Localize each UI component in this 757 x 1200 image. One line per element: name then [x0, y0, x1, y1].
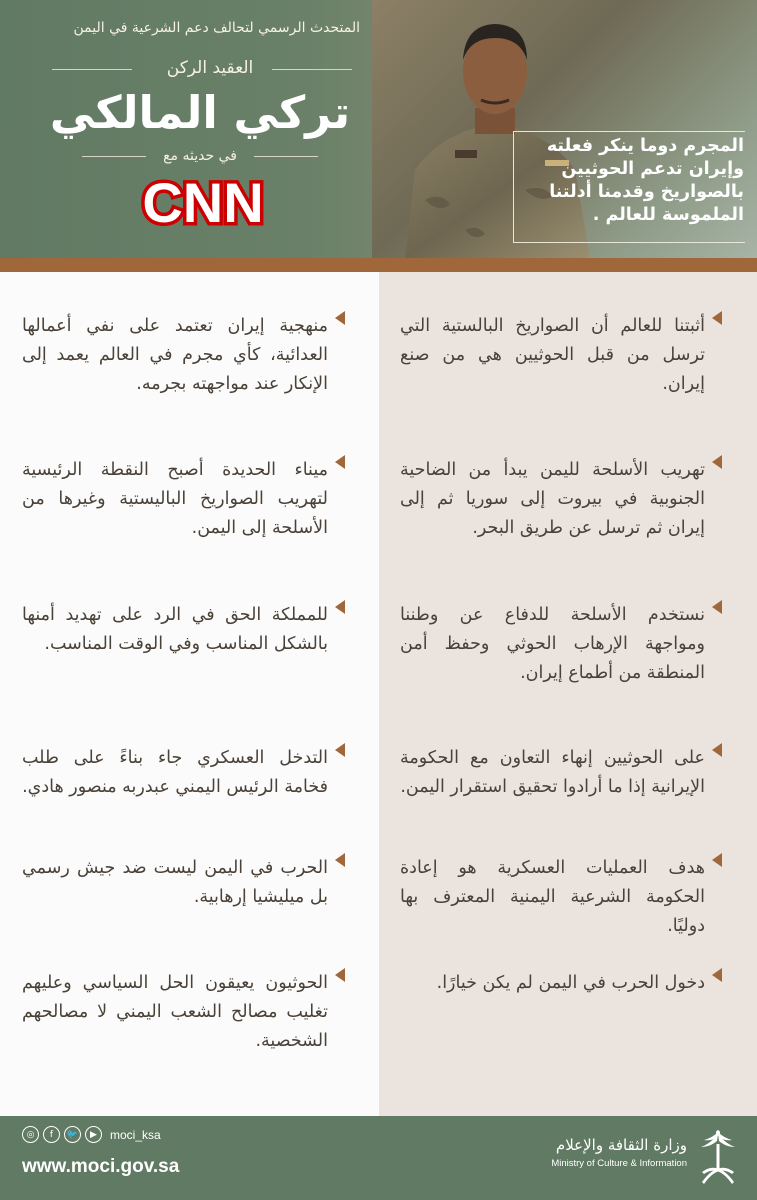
divider: [82, 156, 146, 157]
spokesperson-name: تركي المالكي: [49, 86, 351, 139]
social-links: [22, 1126, 161, 1143]
statement-item: للمملكة الحق في الرد على تهديد أمنها بالشكل المناسب وفي الوقت المناسب.: [22, 605, 328, 654]
bullet-arrow-icon: [712, 600, 722, 614]
rank-label: العقيد الركن: [166, 58, 254, 78]
statement-item: على الحوثيين إنهاء التعاون مع الحكومة الإيرانية إذا ما أرادوا تحقيق استقرار اليمن.: [400, 748, 705, 797]
cnn-logo: [135, 170, 271, 234]
statement-item: هدف العمليات العسكرية هو إعادة الحكومة الشرعية اليمنية المعترف بها دوليًا.: [400, 858, 705, 936]
footer: [0, 1116, 757, 1200]
statement-item: تهريب الأسلحة لليمن يبدأ من الضاحية الجنوبية في بيروت إلى سوريا ثم إلى إيران ثم ترسل عن طريق البحر.: [400, 460, 705, 538]
bullet-arrow-icon: [712, 455, 722, 469]
header-quote: المجرم دوما ينكر فعلته وإيران تدعم الحوثيين بالصواريخ وقدمنا أدلتنا الملموسة للعالم .: [546, 136, 744, 225]
social-handle-link[interactable]: moci_ksa: [110, 1127, 161, 1142]
bullet-arrow-icon: [335, 311, 345, 325]
website-link[interactable]: www.moci.gov.sa: [22, 1156, 180, 1177]
statement-item: الحوثيون يعيقون الحل السياسي وعليهم تغليب مصالح الشعب اليمني لا مصالحهم الشخصية.: [22, 973, 328, 1051]
header-title-block: [0, 0, 400, 258]
spokesperson-title: المتحدث الرسمي لتحالف دعم الشرعية في اليمن: [73, 20, 360, 36]
divider: [254, 156, 318, 157]
cnn-logo-text: CNN: [142, 171, 264, 234]
bullet-arrow-icon: [335, 743, 345, 757]
bullet-arrow-icon: [335, 600, 345, 614]
statement-item: دخول الحرب في اليمن لم يكن خيارًا.: [436, 973, 705, 993]
statement-item: نستخدم الأسلحة للدفاع عن وطننا ومواجهة الإرهاب الحوثي وحفظ أمن المنطقة من أطماع إيران.: [400, 605, 705, 683]
statement-item: منهجية إيران تعتمد على نفي أعمالها العدائية، كأي مجرم في العالم يعمد إلى الإنكار عند مواجهته بجرمه.: [22, 316, 328, 394]
accent-strip: [0, 258, 757, 272]
saudi-emblem-icon: [698, 1130, 738, 1188]
bullet-arrow-icon: [712, 311, 722, 325]
header-banner: [0, 0, 757, 258]
statement-item: الحرب في اليمن ليست ضد جيش رسمي بل ميليشيا إرهابية.: [22, 858, 328, 907]
bullet-arrow-icon: [335, 853, 345, 867]
statement-item: ميناء الحديدة أصبح النقطة الرئيسية لتهريب الصواريخ الباليستية وغيرها من الأسلحة إلى اليمن.: [22, 460, 328, 538]
interview-with-label: في حديثه مع: [163, 148, 237, 164]
instagram-icon[interactable]: ◎: [22, 1126, 39, 1143]
statement-item: أثبتنا للعالم أن الصواريخ البالستية التي ترسل من قبل الحوثيين هي من صنع إيران.: [400, 316, 705, 394]
facebook-icon[interactable]: f: [43, 1126, 60, 1143]
twitter-icon[interactable]: 🐦: [64, 1126, 81, 1143]
bullet-arrow-icon: [712, 968, 722, 982]
bullet-arrow-icon: [712, 743, 722, 757]
statement-item: التدخل العسكري جاء بناءً على طلب فخامة الرئيس اليمني عبدربه منصور هادي.: [22, 748, 328, 797]
bullet-arrow-icon: [712, 853, 722, 867]
youtube-icon[interactable]: ▶: [85, 1126, 102, 1143]
bullet-arrow-icon: [335, 968, 345, 982]
divider: [272, 69, 352, 70]
bullet-arrow-icon: [335, 455, 345, 469]
ministry-name-arabic: وزارة الثقافة والإعلام: [555, 1136, 687, 1154]
ministry-name-english: Ministry of Culture & Information: [551, 1158, 687, 1169]
